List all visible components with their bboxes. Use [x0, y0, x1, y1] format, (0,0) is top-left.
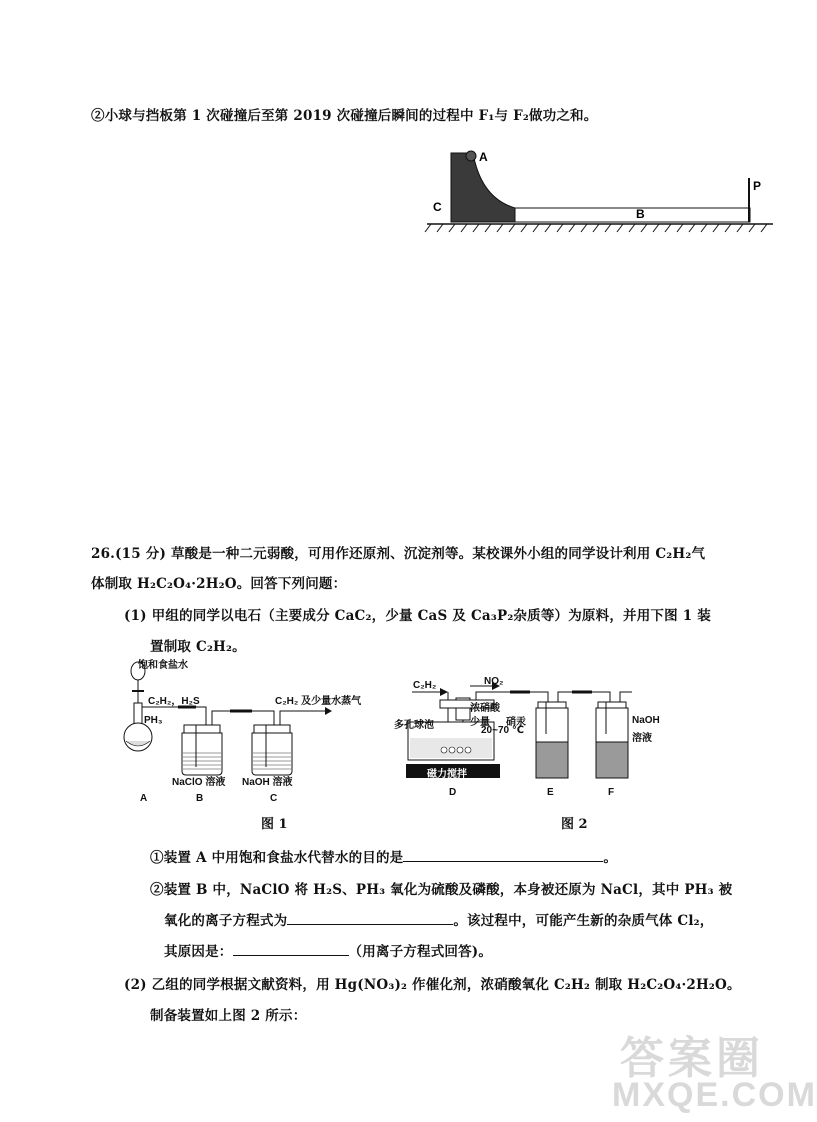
fig1-c-solution: NaOH 溶液 [242, 777, 293, 788]
fig2-label-f: F [608, 787, 615, 798]
watermark-domain: MXQE.COM [612, 1076, 817, 1114]
q26-p2-line1: (2) 乙组的同学根据文献资料，用 Hg(NO₃)₂ 作催化剂，浓硝酸氧化 C₂H₂ 制取 H₂C₂O₄·2H₂O。 [124, 977, 741, 993]
q1b-line1: ②装置 B 中，NaClO 将 H₂S、PH₃ 氧化为硫酸及磷酸，本身被还原为 NaCl，其中 PH₃ 被 [150, 882, 733, 898]
label-p: P [753, 179, 762, 193]
fig1-caption: 图 1 [261, 817, 288, 832]
q1a-line [150, 846, 617, 866]
fig2-caption: 图 2 [561, 817, 588, 832]
fig2-sol: 溶液 [632, 733, 652, 744]
fig1-ph3: PH₃ [144, 715, 163, 726]
q1b-text3b: （用离子方程式回答)。 [348, 944, 493, 960]
q25-figure [425, 140, 775, 240]
q26-p2-line2: 制备装置如上图 2 所示： [150, 1008, 307, 1024]
fig1-gas-out: C₂H₂ 及少量水蒸气 [275, 696, 362, 707]
q1b-answer-blank-1[interactable] [287, 910, 453, 925]
fig1-brine: 饱和食盐水 [138, 660, 188, 671]
q26-head2: 体制取 H₂C₂O₄·2H₂O。回答下列问题： [91, 576, 347, 592]
q26-p1-line2: 置制取 C₂H₂。 [150, 639, 246, 655]
fig1-label-c: C [270, 793, 278, 804]
watermark-logo: 答案圈 [620, 1034, 764, 1083]
label-c: C [433, 200, 442, 214]
fig2-label-e: E [547, 787, 554, 798]
q1b-text2a: 氧化的离子方程式为 [164, 913, 288, 929]
fig1-label-b: B [196, 793, 204, 804]
fig2-conc-hno3: 浓硝酸 [470, 703, 500, 714]
fig2-naoh: NaOH [632, 715, 660, 726]
fig2-c2h2: C₂H₂ [413, 680, 437, 691]
q1b-text3a: 其原因是： [164, 944, 233, 960]
q26-p1-line1: (1) 甲组的同学以电石（主要成分 CaC₂，少量 CaS 及 Ca₃P₂杂质等）为原料，并用下图 1 装 [124, 608, 711, 624]
fig1-b-solution: NaClO 溶液 [172, 777, 226, 788]
ball [466, 151, 476, 161]
q26-head: 26.(15 分) 草酸是一种二元弱酸，可用作还原剂、沉淀剂等。某校课外小组的同学设计利用 C₂H₂气 [91, 546, 706, 562]
figure-1 [120, 655, 350, 805]
q25-sub2: ②小球与挡板第 1 次碰撞后至第 2019 次碰撞后瞬间的过程中 F₁与 F₂做功之和。 [91, 108, 598, 124]
fig1-label-a: A [140, 793, 148, 804]
fig2-hg-salt: 硝汞 [506, 717, 526, 728]
q1b-line3 [164, 940, 492, 960]
label-b: B [636, 207, 645, 221]
fig2-temp: 20~70 ℃ [481, 725, 524, 736]
fig2-label-d: D [449, 787, 457, 798]
label-a: A [479, 150, 488, 164]
q1a-end: 。 [603, 850, 618, 866]
q1b-answer-blank-2[interactable] [233, 941, 349, 956]
q1a-answer-blank[interactable] [403, 847, 603, 862]
plane-b [515, 208, 750, 222]
fig2-no2: NO₂ [484, 676, 504, 687]
fig1-gas-in: C₂H₂，H₂S [148, 696, 200, 707]
ground-hatch [425, 224, 767, 232]
q1a-text: ①装置 A 中用饱和食盐水代替水的目的是 [150, 850, 404, 866]
q1b-line2 [164, 909, 714, 929]
fig2-bubble: 多孔球泡 [394, 720, 434, 731]
fig2-little-hg: 少量 [470, 717, 490, 728]
fig2-stirrer: 磁力搅拌 [427, 769, 467, 780]
q1b-text2b: 。该过程中，可能产生新的杂质气体 Cl₂， [453, 913, 714, 929]
